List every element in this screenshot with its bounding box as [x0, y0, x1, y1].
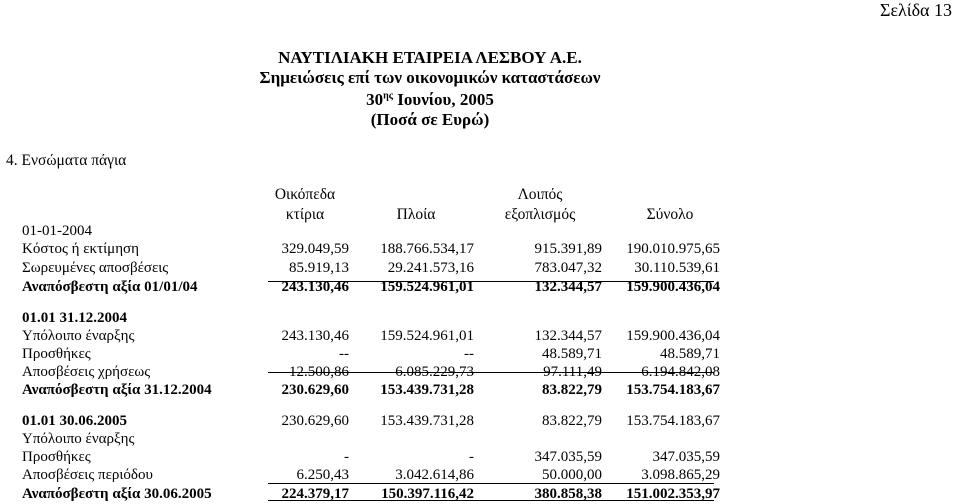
row-value: 188.766.534,17 — [380, 241, 474, 257]
row-value: 150.397.116,42 — [381, 486, 474, 502]
row-value: -- — [464, 346, 474, 362]
row-value: 230.629,60 — [281, 413, 349, 429]
row-value: 3.042.614,86 — [395, 467, 474, 483]
row-label: 01.01 31.12.2004 — [22, 310, 127, 326]
date-day: 30 — [366, 90, 384, 109]
row-value: 153.754.183,67 — [626, 382, 720, 398]
row-value: -- — [339, 346, 349, 362]
col-header-equipment-line2: εξοπλισμός — [504, 206, 576, 223]
row-label: 01.01 30.06.2005 — [22, 413, 127, 429]
row-value: 29.241.573,16 — [387, 260, 474, 276]
row-value: 347.035,59 — [534, 449, 602, 465]
row-value: 243.130,46 — [281, 328, 349, 344]
total-double-rule — [268, 500, 714, 501]
col-header-land-line1: Οικόπεδα — [274, 186, 336, 203]
col-header-vessels: Πλοία — [396, 206, 436, 223]
row-value: 153.754.183,67 — [626, 413, 720, 429]
row-value: 380.858,38 — [534, 486, 602, 502]
row-value: 159.900.436,04 — [626, 328, 720, 344]
currency-note: (Ποσά σε Ευρώ) — [370, 110, 490, 129]
row-value: 6.194.842,08 — [641, 364, 720, 380]
row-label: Κόστος ή εκτίμηση — [22, 241, 139, 257]
row-label: Αποσβέσεις περιόδου — [22, 467, 153, 483]
row-label: Αποσβέσεις χρήσεως — [22, 364, 151, 380]
row-value: 97.111,49 — [543, 364, 602, 380]
row-label: 01-01-2004 — [22, 223, 92, 239]
row-label: Υπόλοιπο έναρξης — [22, 328, 135, 344]
date-suffix: ης — [383, 90, 393, 102]
row-value: 48.589,71 — [660, 346, 720, 362]
row-value: 151.002.353,97 — [626, 486, 720, 502]
row-value: 190.010.975,65 — [626, 241, 720, 257]
row-value: 329.049,59 — [281, 241, 349, 257]
row-value: 85.919,13 — [289, 260, 349, 276]
row-value: 30.110.539,61 — [634, 260, 720, 276]
col-header-equipment-line1: Λοιπός — [517, 186, 563, 203]
row-label: Σωρευμένες αποσβέσεις — [22, 260, 169, 276]
document-subtitle: Σημειώσεις επί των οικονομικών καταστάσεων — [259, 68, 601, 87]
row-value: 153.439.731,28 — [380, 382, 474, 398]
row-value: - — [469, 449, 474, 465]
row-label: Αναπόσβεστη αξία 31.12.2004 — [22, 382, 212, 398]
row-value: 132.344,57 — [534, 328, 602, 344]
row-value: - — [344, 449, 349, 465]
col-header-land-line2: κτίρια — [285, 206, 325, 223]
row-value: 347.035,59 — [652, 449, 720, 465]
row-label: Υπόλοιπο έναρξης — [22, 431, 135, 447]
row-value: 6.250,43 — [296, 467, 349, 483]
row-value: 12.500,86 — [289, 364, 349, 380]
row-value: 230.629,60 — [281, 382, 349, 398]
row-value: 159.900.436,04 — [626, 279, 720, 295]
row-value: 50.000,00 — [542, 467, 602, 483]
row-value: 83.822,79 — [542, 382, 602, 398]
date-rest: Ιουνίου, 2005 — [393, 90, 494, 109]
row-value: 153.439.731,28 — [380, 413, 474, 429]
row-label: Αναπόσβεστη αξία 01/01/04 — [22, 279, 198, 295]
row-value: 243.130,46 — [281, 279, 349, 295]
row-value: 6.085.229,73 — [395, 364, 474, 380]
row-label: Αναπόσβεστη αξία 30.06.2005 — [22, 486, 212, 502]
document-date — [0, 90, 860, 110]
col-header-total: Σύνολο — [646, 206, 694, 223]
section-title: 4. Ενσώματα πάγια — [6, 152, 127, 169]
row-value: 132.344,57 — [534, 279, 602, 295]
row-value: 48.589,71 — [542, 346, 602, 362]
subtotal-rule — [268, 372, 714, 373]
row-label: Προσθήκες — [22, 346, 91, 362]
company-name: ΝΑΥΤΙΛΙΑΚΗ ΕΤΑΙΡΕΙΑ ΛΕΣΒΟΥ Α.Ε. — [278, 48, 582, 67]
subtotal-rule — [268, 281, 714, 282]
row-value: 159.524.961,01 — [380, 328, 474, 344]
row-value: 783.047,32 — [534, 260, 602, 276]
row-value: 159.524.961,01 — [380, 279, 474, 295]
row-value: 83.822,79 — [542, 413, 602, 429]
row-value: 915.391,89 — [534, 241, 602, 257]
page-number: Σελίδα 13 — [879, 0, 952, 20]
row-value: 3.098.865,29 — [641, 467, 720, 483]
row-label: Προσθήκες — [22, 449, 91, 465]
subtotal-rule — [268, 483, 714, 484]
row-value: 224.379,17 — [281, 486, 349, 502]
